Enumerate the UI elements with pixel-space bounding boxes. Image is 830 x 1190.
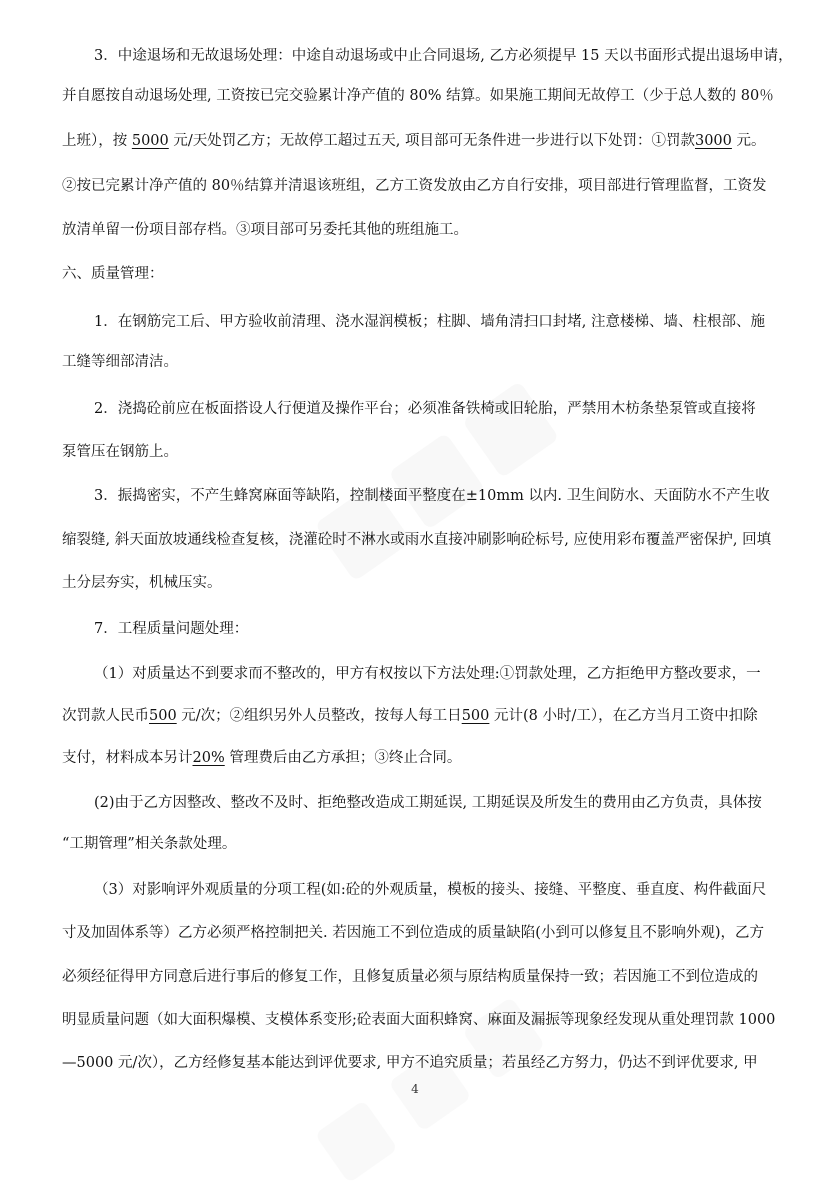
sub-3-line-2: 寸及加固体系等）乙方必须严格控制把关. 若因施工不到位造成的质量缺陷(小到可以修复且不影响外观)，乙方 [62, 925, 765, 941]
para-3-line-4: ②按已完累计净产值的 80％结算并清退该班组，乙方工资发放由乙方自行安排，项目部进行管理监督，工资发 [62, 178, 767, 194]
sub-2-line-2: “工期管理”相关条款处理。 [62, 836, 237, 852]
sub-1-line-1: （1）对质量达不到要求而不整改的，甲方有权按以下方法处理:①罚款处理，乙方拒绝甲方整改要求，一 [94, 666, 761, 682]
text: 次罚款人民币 [62, 708, 149, 724]
item-1-line-2: 工缝等细部清洁。 [62, 354, 178, 370]
item-2-line-2: 泵管压在钢筋上。 [62, 444, 178, 460]
sub-3-line-3: 必须经征得甲方同意后进行事后的修复工作，且修复质量必须与原结构质量保持一致；若因施工不到位造成的 [62, 969, 758, 985]
sub-3-line-5: —5000 元/次），乙方经修复基本能达到评优要求, 甲方不追究质量；若虽经乙方努力，仍达不到评优要求, 甲 [62, 1055, 758, 1071]
section-heading: 六、质量管理： [62, 266, 164, 282]
item-3-line-3: 土分层夯实，机械压实。 [62, 575, 222, 591]
para-3-line-2: 并自愿按自动退场处理, 工资按已完交验累计净产值的 80% 结算。如果施工期间无故停工（少于总人数的 80％ [62, 88, 774, 104]
sub-1-line-3 [62, 746, 461, 767]
text: 管理费后由乙方承担；③终止合同。 [224, 750, 462, 766]
text: 元/天处罚乙方；无故停工超过五天, 项目部可无条件进一步进行以下处罚：①罚款 [168, 133, 695, 149]
item-3-line-1: 3．振捣密实，不产生蜂窝麻面等缺陷，控制楼面平整度在±10mm 以内. 卫生间防水、天面防水不产生收 [94, 488, 770, 504]
item-2-line-1: 2．浇捣砼前应在板面搭设人行便道及操作平台；必须准备铁椅或旧轮胎，严禁用木枋条垫泵管或直接将 [94, 401, 756, 417]
text: 元/次；②组织另外人员整改，按每人每工日 [176, 708, 462, 724]
para-3-line-5: 放清单留一份项目部存档。③项目部可另委托其他的班组施工。 [62, 222, 468, 238]
page-number: 4 [411, 1082, 419, 1096]
penalty-per-day: 5000 [131, 133, 169, 149]
sub-3-line-4: 明显质量问题（如大面积爆模、支模体系变形;砼表面大面积蜂窝、麻面及漏振等现象经发现从重处理罚款 1000 [62, 1012, 776, 1028]
sub-3-line-1: （3）对影响评外观质量的分项工程(如:砼的外观质量，模板的接头、接缝、平整度、垂直度、构件截面尺 [94, 882, 767, 898]
para-3-line-3 [62, 129, 766, 150]
text: 元。 [731, 133, 766, 149]
sub-2-line-1: (2)由于乙方因整改、整改不及时、拒绝整改造成工期延误, 工期延误及所发生的费用由乙方负责，具体按 [94, 795, 762, 811]
para-3-line-1: 3．中途退场和无故退场处理：中途自动退场或中止合同退场, 乙方必须提早 15 天以书面形式提出退场申请， [94, 48, 793, 64]
item-7-heading: 7．工程质量问题处理： [94, 621, 249, 637]
fine-amount: 500 [149, 708, 177, 724]
item-3-line-2: 缩裂缝, 斜天面放坡通线检查复核，浇灌砼时不淋水或雨水直接冲刷影响砼标号, 应使用彩布覆盖严密保护, 回填 [62, 532, 772, 548]
item-1-line-1: 1．在钢筋完工后、甲方验收前清理、浇水湿润模板；柱脚、墙角清扫口封堵, 注意楼梯、墙、柱根部、施 [94, 314, 765, 330]
text: 支付，材料成本另计 [62, 750, 193, 766]
daily-wage: 500 [461, 708, 490, 724]
text: 上班），按 [62, 133, 132, 149]
penalty-amount: 3000 [694, 133, 732, 149]
text: 元计(8 小时/工），在乙方当月工资中扣除 [489, 708, 758, 724]
sub-1-line-2 [62, 704, 758, 725]
management-fee: 20% [192, 750, 225, 766]
